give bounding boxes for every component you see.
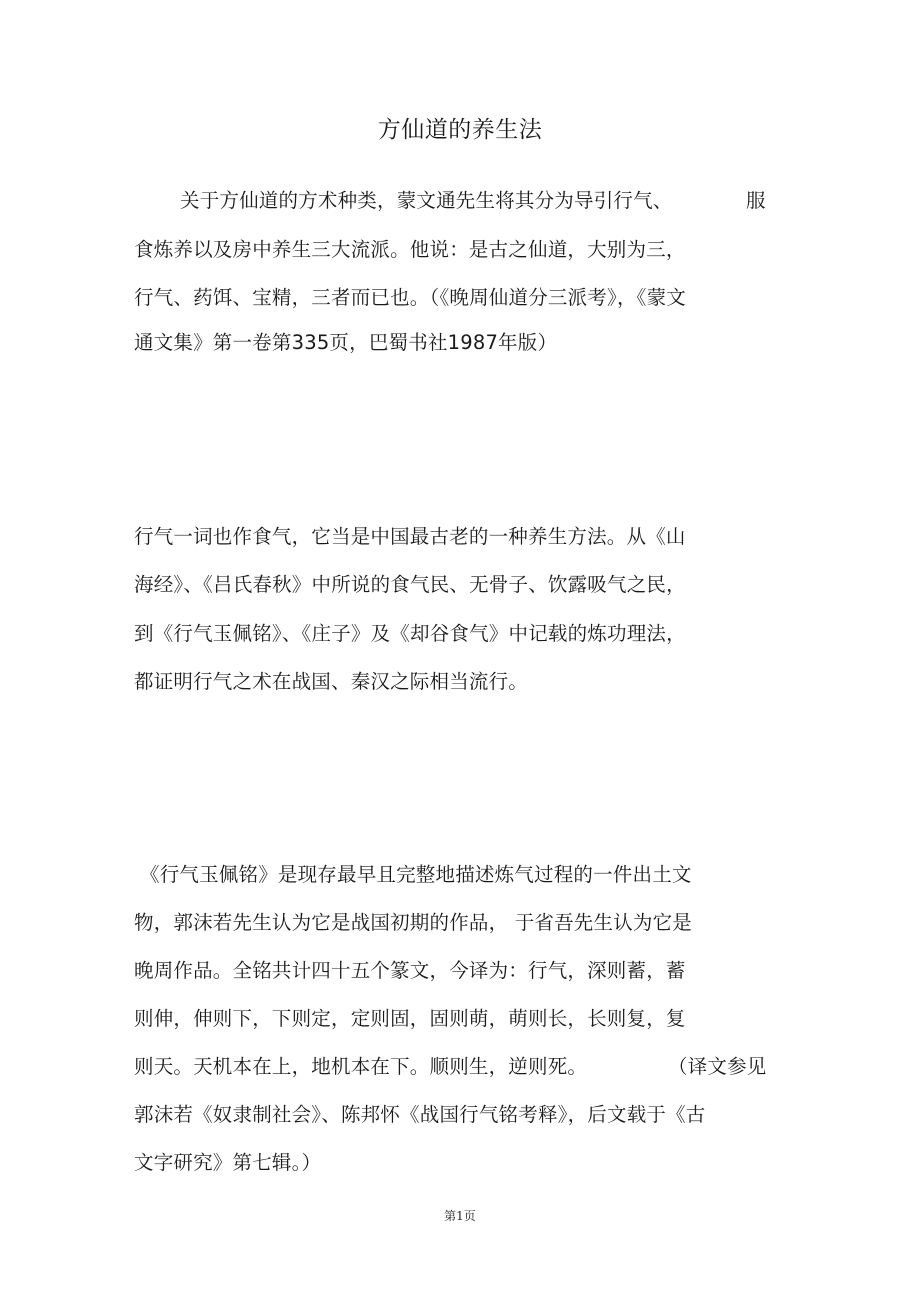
paragraph-line: 通文集》第一卷第335页，巴蜀书社1987年版） — [134, 331, 558, 354]
page-title: 方仙道的养生法 — [377, 117, 543, 143]
paragraph-line: 则伸，伸则下，下则定，定则固，固则萌，萌则长，长则复，复 — [134, 1007, 686, 1030]
paragraph-line: 都证明行气之术在战国、秦汉之际相当流行。 — [134, 670, 529, 693]
paragraph-line: （译文参见 — [668, 1055, 767, 1078]
paragraph-line: 郭沫若《奴隶制社会》、陈邦怀《战国行气铭考释》，后文载于《古 — [134, 1103, 706, 1126]
page-number: 第1页 — [444, 1209, 476, 1223]
paragraph-line: 海经》、《吕氏春秋》中所说的食气民、无骨子、饮露吸气之民， — [134, 573, 686, 596]
paragraph-line: 则天。天机本在上，地机本在下。顺则生，逆则死。 — [134, 1055, 588, 1078]
paragraph-line: 服 — [746, 189, 766, 212]
paragraph-line: 到《行气玉佩铭》、《庄子》及《却谷食气》中记载的炼功理法， — [134, 622, 686, 645]
paragraph-line: 行气一词也作食气，它当是中国最古老的一种养生方法。从《山 — [134, 525, 686, 548]
paragraph-line: 物，郭沫若先生认为它是战国初期的作品， 于省吾先生认为它是 — [134, 911, 692, 934]
paragraph-line: 关于方仙道的方术种类，蒙文通先生将其分为导引行气、 — [180, 189, 673, 212]
paragraph-line: 晚周作品。全铭共计四十五个篆文，今译为：行气，深则蓄，蓄 — [134, 959, 686, 982]
paragraph-line: 《行气玉佩铭》是现存最早且完整地描述炼气过程的一件出土文 — [140, 863, 692, 886]
paragraph-line: 文字研究》第七辑。） — [134, 1151, 322, 1174]
paragraph-line: 食炼养以及房中养生三大流派。他说：是古之仙道，大别为三， — [134, 238, 686, 261]
paragraph-line: 行气、药饵、宝精，三者而已也。（《晚周仙道分三派考》，《蒙文 — [134, 286, 687, 309]
